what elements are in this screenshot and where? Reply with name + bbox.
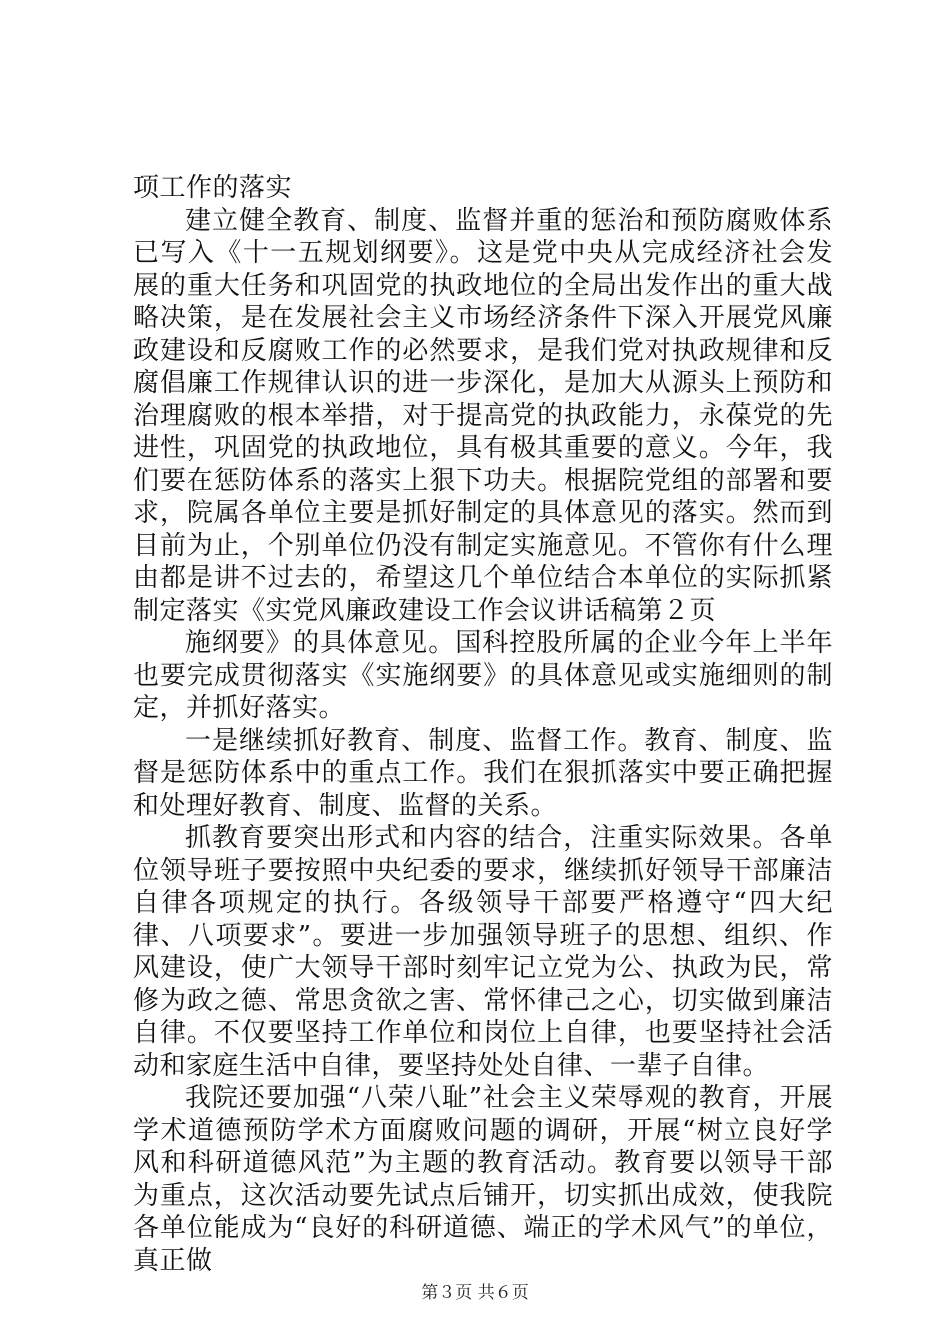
paragraph-1: 项工作的落实 (133, 173, 293, 203)
paragraph-4: 一是继续抓好教育、制度、监督工作。教育、制度、监督是惩防体系中的重点工作。我们在狠抓落实中要正确把握和处理好教育、制度、监督的关系。 (133, 725, 833, 821)
paragraph-2: 建立健全教育、制度、监督并重的惩治和预防腐败体系已写入《十一五规划纲要》。这是党中央从完成经济社会发展的重大任务和巩固党的执政地位的全局出发作出的重大战略决策，是在发展社会主义市场经济条件下深入开展党风廉政建设和反腐败工作的必然要求，是我们党对执政规律和反腐倡廉工作规律认识的进一步深化，是加大从源头上预防和治理腐败的根本举措，对于提高党的执政能力，永葆党的先进性，巩固党的执政地位，具有极其重要的意义。今年，我们要在惩防体系的落实上狠下功夫。根据院党组的部署和要求，院属各单位主要是抓好制定的具体意见的落实。然而到目前为止，个别单位仍没有制定实施意见。不管你有什么理由都是讲不过去的，希望这几个单位结合本单位的实际抓紧制定落实《实党风廉政建设工作会议讲话稿第２页 (133, 205, 833, 626)
paragraph-6: 我院还要加强“八荣八耻”社会主义荣辱观的教育，开展学术道德预防学术方面腐败问题的调研，开展“树立良好学风和科研道德风范”为主题的教育活动。教育要以领导干部为重点，这次活动要先试点后铺开，切实抓出成效，使我院各单位能成为“良好的科研道德、端正的学术风气”的单位，真正做 (133, 1083, 833, 1276)
paragraph-3: 施纲要》的具体意见。国科控股所属的企业今年上半年也要完成贯彻落实《实施纲要》的具体意见或实施细则的制定，并抓好落实。 (133, 628, 833, 723)
page-number-footer: 第３页 共６页 (421, 1283, 529, 1303)
document-body (133, 172, 833, 1277)
paragraph-5: 抓教育要突出形式和内容的结合，注重实际效果。各单位领导班子要按照中央纪委的要求，继续抓好领导干部廉洁自律各项规定的执行。各级领导干部要严格遵守“四大纪律、八项要求”。要进一步加强领导班子的思想、组织、作风建设，使广大领导干部时刻牢记立党为公、执政为民，常修为政之德、常思贪欲之害、常怀律己之心，切实做到廉洁自律。不仅要坚持工作单位和岗位上自律，也要坚持社会活动和家庭生活中自律，要坚持处处自律、一辈子自律。 (133, 823, 833, 1081)
